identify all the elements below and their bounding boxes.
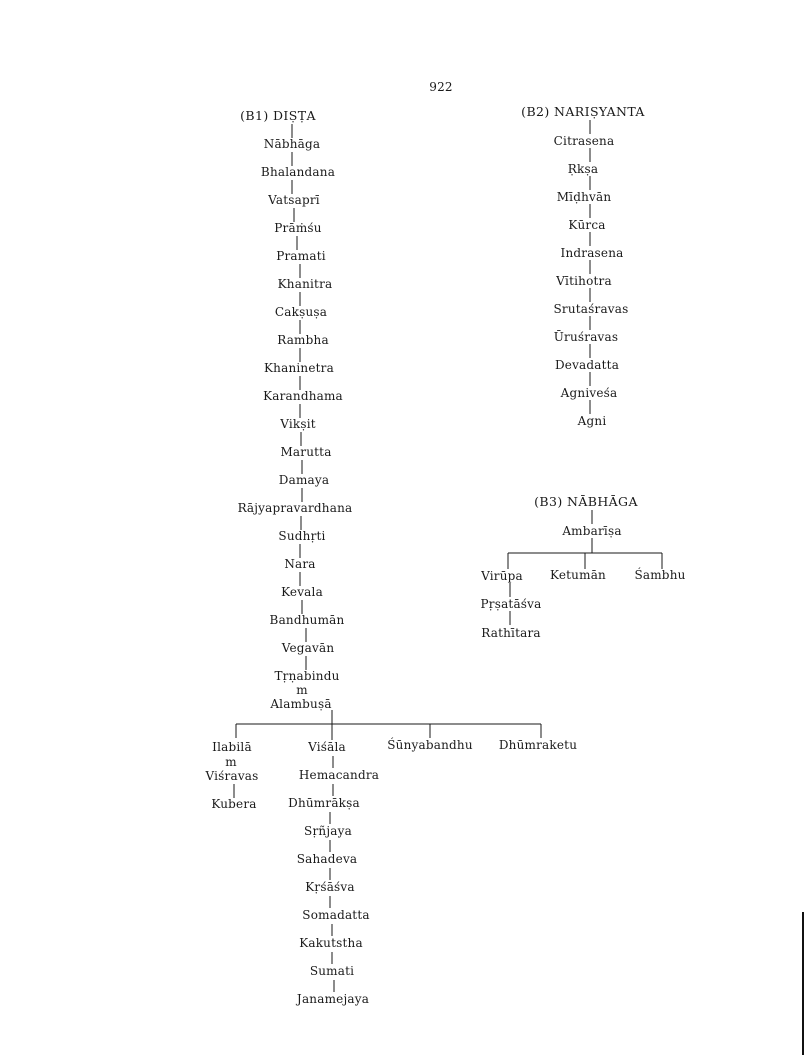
b1-person: Vegavān: [281, 641, 335, 655]
b2-person: Agni: [577, 414, 607, 428]
visala-descendant: Kṛśāśva: [305, 880, 355, 894]
b1-person: Tṛṇabindu: [274, 669, 340, 683]
b3-heading: (B3) NĀBHĀGA: [534, 494, 638, 509]
visala-line-lines: [330, 756, 334, 992]
visala-descendant: Sahadeva: [296, 852, 358, 866]
b1-person: Karandhama: [263, 389, 343, 403]
person-kubera: Kubera: [211, 797, 257, 811]
b1-heading: (B1) DIṢṬA: [240, 108, 316, 123]
b1-person: Pramati: [276, 249, 326, 263]
spouse-name: Alambuṣā: [270, 697, 332, 711]
b2-person: Ūruśravas: [553, 330, 619, 344]
b2-heading: (B2) NARIṢYANTA: [521, 104, 645, 119]
page-number: 922: [429, 80, 453, 94]
visala-descendant: Sumati: [309, 964, 355, 978]
b1-person: Cakṣuṣa: [274, 305, 328, 319]
b1-person: Bhalandana: [260, 165, 336, 179]
person-visravas: Viśravas: [205, 769, 259, 783]
b1-person: Bandhumān: [269, 613, 345, 627]
b2-person: Indrasena: [560, 246, 624, 260]
b2-person: Devadatta: [554, 358, 620, 372]
b1-person: Marutta: [280, 445, 332, 459]
person-rathitara: Rathītara: [481, 626, 541, 640]
b2-person: Ṛkṣa: [567, 162, 599, 176]
b1-person: Nara: [284, 557, 316, 571]
b1-person: Kevala: [281, 585, 323, 599]
b1-person: Vatsaprī: [268, 193, 320, 207]
b1-person: Khaninetra: [264, 361, 334, 375]
person-prsatasva: Pṛṣatāśva: [480, 597, 542, 611]
scan-edge-mark: [802, 912, 804, 1055]
visala-descendant: Sṛñjaya: [304, 824, 352, 838]
b2-person: Agniveśa: [560, 386, 618, 400]
b1-person: Prāṁśu: [274, 221, 322, 235]
b2-person: Kūrca: [568, 218, 606, 232]
person-ambarisa: Ambarīṣa: [562, 524, 622, 538]
child-visala: Viśāla: [308, 740, 346, 754]
visala-descendant: Kakutstha: [299, 936, 363, 950]
b1-person: Khanitra: [277, 277, 333, 291]
b1-person: Damaya: [278, 473, 330, 487]
visala-descendant: Dhūmrākṣa: [288, 796, 360, 810]
child-ketuman: Ketumān: [550, 568, 606, 582]
child-virupa: Virūpa: [481, 569, 523, 583]
b1-person: Vikṣit: [280, 417, 316, 431]
b2-person: Citrasena: [553, 134, 615, 148]
marriage-mark: m: [296, 683, 308, 697]
b1-person: Sudhṛti: [278, 529, 326, 543]
visala-descendant: Somadatta: [302, 908, 370, 922]
b2-person: Srutaśravas: [553, 302, 629, 316]
child-dhumraketu: Dhūmraketu: [498, 738, 578, 752]
child-sambhu: Śambhu: [634, 568, 686, 582]
child-ilabila: Ilabilā: [212, 740, 252, 754]
marriage-mark: m: [225, 755, 237, 769]
b2-person: Mīḍhvān: [556, 190, 612, 204]
b1-person: Rambha: [277, 333, 329, 347]
visala-descendant: Hemacandra: [298, 768, 380, 782]
b2-person: Vītihotra: [556, 274, 612, 288]
child-sunyabandhu: Śūnyabandhu: [387, 738, 473, 752]
b1-person: Rājyapravardhana: [237, 501, 353, 515]
b1-person: Nābhāga: [263, 137, 321, 151]
b1-children-branch-lines: [234, 710, 541, 798]
visala-descendant: Janamejaya: [296, 992, 370, 1006]
